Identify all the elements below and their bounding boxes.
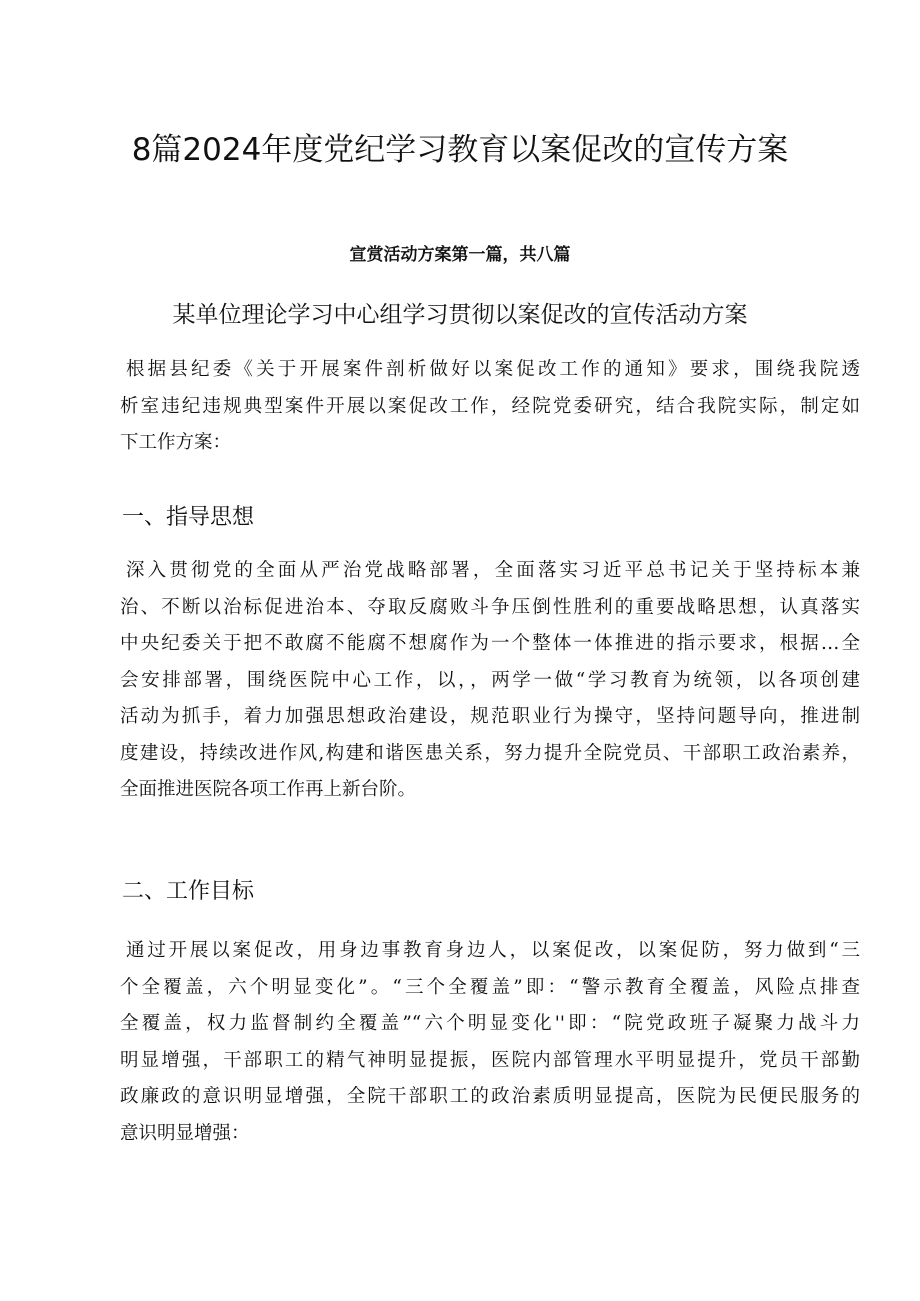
document-subtitle-main: 某单位理论学习中心组学习贯彻以案促改的宣传活动方案: [172, 302, 748, 328]
section-heading-work-goals: 二、工作目标: [122, 879, 255, 904]
section2-paragraph: [120, 933, 860, 1152]
section-heading-guiding-ideology: 一、指导思想: [122, 505, 255, 530]
paragraph-line: 意识明显增强：: [120, 1122, 250, 1144]
paragraph-line: 政廉政的意识明显增强，全院干部职工的政治素质明显提高，医院为民便民服务的: [120, 1086, 860, 1107]
paragraph-line: 深入贯彻党的全面从严治党战略部署，全面落实习近平总书记关于坚持标本兼: [126, 560, 860, 581]
paragraph-line: 中央纪委关于把不敢腐不能腐不想腐作为一个整体一体推进的指示要求，根据…全: [120, 633, 860, 654]
paragraph-line: 析室违纪违规典型案件开展以案促改工作，经院党委研究，结合我院实际，制定如: [120, 395, 860, 417]
intro-paragraph: [120, 352, 860, 462]
paragraph-line: 治、不断以治标促进治本、夺取反腐败斗争压倒性胜利的重要战略思想，认真落实: [120, 596, 860, 618]
paragraph-line: 全面推进医院各项工作再上新台阶。: [120, 779, 417, 800]
paragraph-line: 明显增强，干部职工的精气神明显提振，医院内部管理水平明显提升，党员干部勤: [120, 1049, 860, 1071]
document-title: 8篇2024年度党纪学习教育以案促改的宣传方案: [131, 132, 789, 168]
paragraph-line: 个全覆盖，六个明显变化”。“三个全覆盖”即：“警示教育全覆盖，风险点排查: [120, 976, 860, 998]
paragraph-line: 度建设，持续改进作风,构建和谐医患关系，努力提升全院党员、干部职工政治素养，: [120, 742, 860, 764]
paragraph-line: 会安排部署，围绕医院中心工作，以，，两学一做“学习教育为统领，以各项创建: [120, 669, 860, 691]
paragraph-line: 通过开展以案促改，用身边事教育身边人，以案促改，以案促防，努力做到“三: [126, 940, 860, 961]
section1-paragraph: [120, 553, 860, 809]
document-subtitle-small: 宣赏活动方案第一篇，共八篇: [349, 245, 571, 265]
paragraph-line: 活动为抓手，着力加强思想政治建设，规范职业行为操守，坚持问题导向，推进制: [120, 706, 860, 727]
paragraph-line: 全覆盖，权力监督制约全覆盖”“六个明显变化''即：“院党政班子凝聚力战斗力: [120, 1013, 860, 1034]
paragraph-line: 下工作方案：: [120, 432, 232, 453]
paragraph-line: 根据县纪委《关于开展案件剖析做好以案促改工作的通知》要求，围绕我院透: [126, 359, 860, 380]
